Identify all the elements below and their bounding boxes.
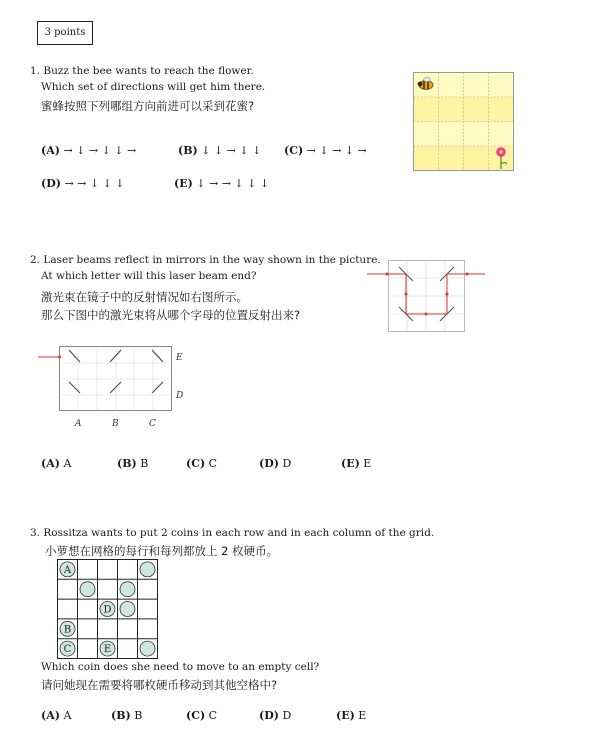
label-c: C [149,419,156,429]
q1-option-d[interactable]: (D) → → ↓ ↓ ↓ [41,177,125,190]
q2-text-line1: 2. Laser beams reflect in mirrors in the way shown in the picture. [30,254,381,266]
label-d: D [176,391,184,401]
coin [80,582,95,597]
q2-option-c[interactable]: (C) C [186,457,218,470]
coin [140,641,155,656]
label-a: A [75,419,82,429]
q1-text-line1: 1. Buzz the bee wants to reach the flower. [30,65,254,77]
coin-label-e: E [103,644,112,656]
q1-option-e[interactable]: (E) ↓ → → ↓ ↓ ↓ [174,177,270,190]
q3-text-line2: Which coin does she need to move to an empty cell? [41,661,320,673]
q2-text-line2: At which letter will this laser beam end? [41,270,257,282]
coin [120,582,135,597]
q3-option-c[interactable]: (C) C [186,709,218,722]
q1-option-b[interactable]: (B) ↓ ↓ → ↓ ↓ [178,144,262,157]
q2-option-d[interactable]: (D) D [259,457,292,470]
q3-option-a[interactable]: (A) A [41,709,72,722]
coin [120,602,135,617]
q3-text-zh2: 请问她现在需要将哪枚硬币移动到其他空格中? [41,678,278,692]
q1-text-line2: Which set of directions will get him there. [41,81,266,93]
q3-option-b[interactable]: (B) B [111,709,143,722]
q3-option-d[interactable]: (D) D [259,709,292,722]
q3-text-line1: 3. Rossitza wants to put 2 coins in each row and in each column of the grid. [30,527,435,539]
q2-text-zh1: 激光束在镜子中的反射情况如右图所示。 [41,290,248,304]
laser-example-diagram [367,254,487,334]
coin-label-d: D [103,604,112,616]
q3-option-e[interactable]: (E) E [336,709,367,722]
q3-text-zh1: 小萝想在网格的每行和每列都放上 2 枚硬币。 [45,544,279,558]
q2-option-e[interactable]: (E) E [341,457,372,470]
coin-label-a: A [63,565,72,576]
q2-text-zh2: 那么下图中的激光束将从哪个字母的位置反射出来? [41,308,301,322]
laser-question-diagram [38,343,198,433]
label-e: E [176,353,183,363]
bee-flower-grid [413,72,515,172]
coin-label-c: C [63,644,72,656]
q1-option-c[interactable]: (C) → ↓ → ↓ → [284,144,367,157]
coin-label-b: B [63,624,72,636]
coin-grid [57,559,159,660]
points-badge: 3 points [37,21,93,45]
q1-option-a[interactable]: (A) → ↓ → ↓ ↓ → [41,144,137,157]
label-b: B [112,419,119,429]
q2-option-a[interactable]: (A) A [41,457,72,470]
q1-text-zh: 蜜蜂按照下列哪组方向前进可以采到花蜜? [41,99,255,113]
coin [140,562,155,577]
q2-option-b[interactable]: (B) B [117,457,149,470]
